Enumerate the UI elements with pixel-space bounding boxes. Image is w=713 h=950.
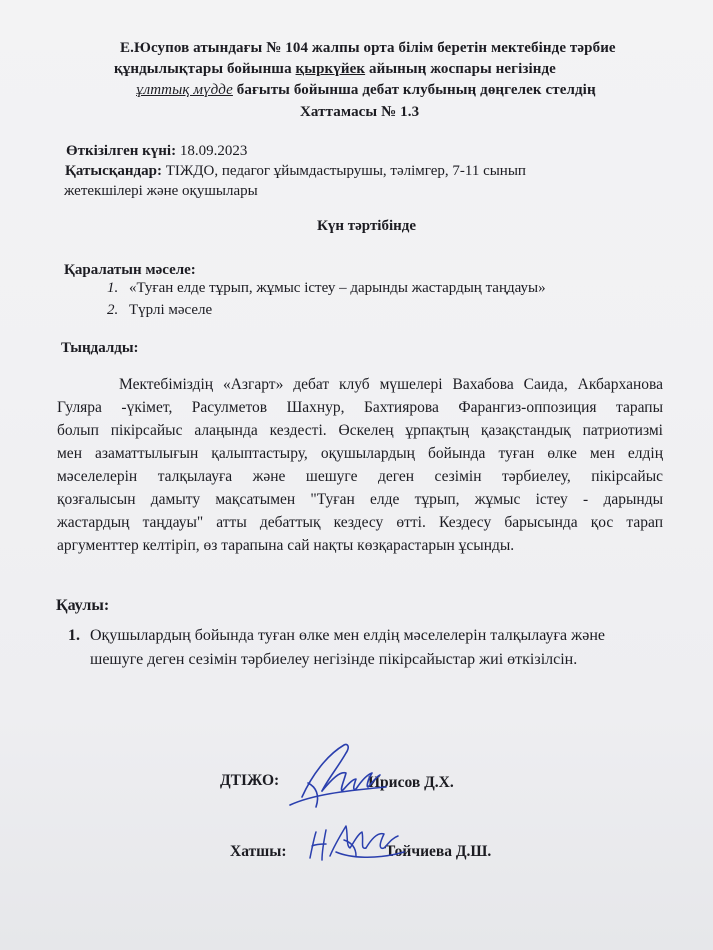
paragraph-line: аргументтер келтіріп, өз тарапына сай нақты көзқарастарын ұсынды. <box>57 537 515 554</box>
director-signature <box>282 735 392 815</box>
decision-item-number: 1. <box>68 627 80 644</box>
decision-item <box>68 624 605 672</box>
director-label: ДТІЖО: <box>220 772 280 789</box>
header-direction: ұлттық мүдде <box>136 82 233 98</box>
secretary-name: Тойчиева Д.Ш. <box>385 843 492 860</box>
agenda-item-number: 2. <box>107 302 119 318</box>
paragraph-line: мәселелерін талқылауға және шешуге деген сезімін тәрбиелеу, пікірсайыс <box>57 468 663 485</box>
heard-label: Тыңдалды: <box>61 340 139 356</box>
paragraph-line: болып пікірсайыс алаңында кездесті. Өскелең ұрпақтың қазақстандық патриотизмі <box>57 422 663 439</box>
header-line-3-end: бағыты бойынша дебат клубының дөңгелек стелдің <box>232 82 596 98</box>
participants-value-cont: жетекшілері және оқушылары <box>64 183 258 199</box>
secretary-label: Хатшы: <box>230 843 287 860</box>
header-line-3 <box>136 82 596 99</box>
agenda-item-text: «Туған елде тұрып, жұмыс істеу – дарынды жастардың таңдауы» <box>129 280 546 296</box>
director-name: Ирисов Д.Х. <box>368 774 454 791</box>
paragraph-line: мен азаматтылығын қалыптастыру, оқушылардың бойында туған өлке мен елдің <box>57 445 663 462</box>
date-row <box>66 143 247 160</box>
header-line-1: Е.Юсупов атындағы № 104 жалпы орта білім беретін мектебінде тәрбие <box>120 40 616 56</box>
paragraph-line: Гуляра -үкімет, Расулметов Шахнур, Бахтиярова Фарангиз-оппозиция тарапы <box>57 399 663 416</box>
participants-label: Қатысқандар: <box>65 163 162 179</box>
agenda-item <box>107 302 212 319</box>
header-line-2 <box>114 61 556 78</box>
date-value: 18.09.2023 <box>176 143 248 159</box>
participants-value: ТІЖДО, педагог ұйымдастырушы, тәлімгер, 7-11 сынып <box>161 163 526 179</box>
header-line-2-end: айының жоспары негізінде <box>365 61 556 77</box>
header-line-2-start: құндылықтары бойынша <box>114 61 296 77</box>
decision-item-line-2: шешуге деген сезімін тәрбиелеу негізінде пікірсайыстар жиі өткізілсін. <box>90 651 578 668</box>
secretary-signature <box>300 812 410 874</box>
paragraph-line: жастардың таңдауы" атты дебаттық кездесу өтті. Кездесу барысында қос тарап <box>57 514 663 531</box>
header-month: қыркүйек <box>295 61 366 77</box>
agenda-heading: Күн тәртібінде <box>317 218 417 234</box>
date-label: Өткізілген күні: <box>66 143 177 159</box>
participants-row <box>65 163 526 180</box>
agenda-item-number: 1. <box>107 280 119 296</box>
decision-label: Қаулы: <box>56 597 110 614</box>
issue-label: Қаралатын мәселе: <box>64 262 196 278</box>
agenda-item <box>107 280 546 297</box>
decision-item-line-1: Оқушылардың бойында туған өлке мен елдің мәселелерін талқылауға және <box>90 627 605 644</box>
agenda-item-text: Түрлі мәселе <box>129 302 213 318</box>
heard-paragraph <box>57 373 663 557</box>
protocol-number: Хаттамасы № 1.3 <box>300 104 420 120</box>
paragraph-line: Мектебіміздің «Азгарт» дебат клуб мүшелері Вахабова Саида, Акбарханова <box>119 376 663 393</box>
paragraph-line: қозғалысын дамыту мақсатымен "Туған елде тұрып, жұмыс істеу - дарынды <box>57 491 663 508</box>
